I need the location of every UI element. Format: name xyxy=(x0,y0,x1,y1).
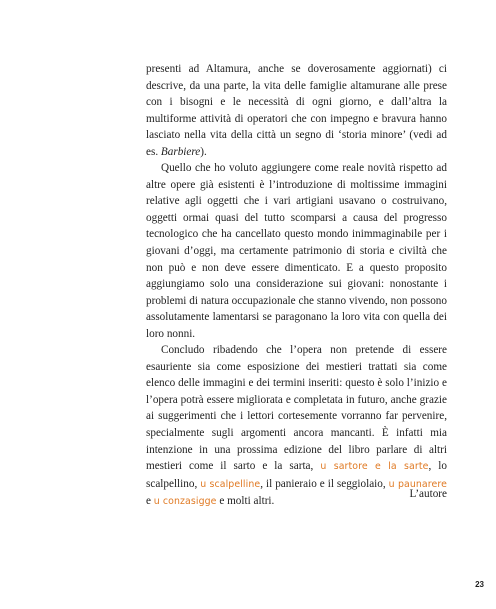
conclusion-text-5: e molti altri. xyxy=(216,495,275,508)
dialect-term-paunarere: u paunarere xyxy=(388,478,448,490)
paragraph-continuation xyxy=(146,61,447,160)
author-signature: L’autore xyxy=(409,488,447,500)
conclusion-text-2: , lo scalpellino, xyxy=(146,460,448,490)
italic-term-barbiere: Barbiere xyxy=(160,145,201,158)
body-text xyxy=(146,61,447,511)
conclusion-text-1: Concludo ribadendo che l’opera non pretende di essere esauriente sia come esposizione dei mestieri trattati sia come elenco delle immagini e dei termini inseriti: questo è solo l’inizio e l’opera potrà essere migliorata e completata in futuro, anche grazie ai suggerimenti che i lettori cortesemente vorranno far pervenire, specialmente sugli argomenti ancora mancanti. È infatti mia intenzione in una prossima edizione del libro parlare di altri mestieri come il sarto e la sarta, xyxy=(146,344,447,473)
dialect-term-scalpelline: u scalpelline xyxy=(200,478,261,490)
dialect-term-conzasigge: u conzasigge xyxy=(153,496,217,508)
dialect-term-sartore: u sartore e la sarte xyxy=(320,461,429,473)
paragraph-1-text: presenti ad Altamura, anche se doverosamente aggiornati) ci descrive, da una parte, la vita delle famiglie altamurane alle prese con i bisogni e le necessità di ogni giorno, e dall’altra la multiforme attività di operatori che con impegno e bravura hanno lasciato nella vita della città un segno di ‘storia minore’ (vedi ad es. xyxy=(146,63,447,158)
paragraph-innovation: Quello che ho voluto aggiungere come reale novità rispetto ad altre opere già esistenti è l’introduzione di moltissime immagini relative agli oggetti che i vari artigiani usavano o costruivano, oggetti ormai quasi del tutto scomparsi a causa del progresso tecnologico che ha cancellato questo mondo inimmaginabile per i giovani d’oggi, ma certamente patrimonio di storia e civiltà che non può e non deve essere dimenticato. E a questo proposito aggiungiamo solo una considerazione sui giovani: nonostante i problemi di natura occupazionale che stanno vivendo, non possono assolutamente lamentarsi se paragonano la loro vita con quella dei loro nonni. xyxy=(146,162,447,340)
conclusion-text-3: , il panieraio e il seggiolaio, xyxy=(260,477,389,490)
conclusion-text-4: e xyxy=(146,495,154,508)
paragraph-1-closing: ). xyxy=(200,145,207,158)
paragraph-conclusion xyxy=(146,342,447,510)
page-number: 23 xyxy=(475,580,484,589)
